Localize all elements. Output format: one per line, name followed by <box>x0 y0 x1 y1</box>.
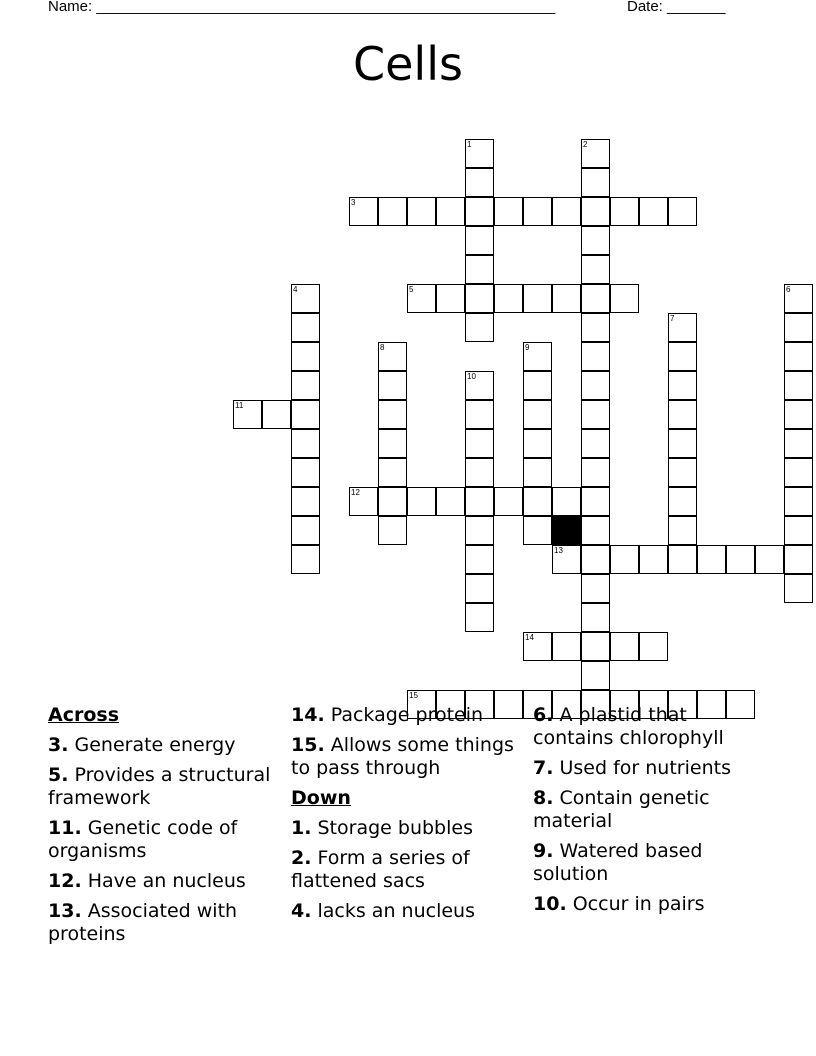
clue-across-13: 13. Associated with proteins <box>48 900 238 945</box>
grid-cell[interactable] <box>639 197 668 226</box>
grid-cell[interactable] <box>581 545 610 574</box>
grid-cell[interactable] <box>784 284 813 313</box>
clue-down-4: 4. lacks an nucleus <box>291 900 475 922</box>
grid-cell[interactable] <box>465 168 494 197</box>
clue-down-1: 1. Storage bubbles <box>291 817 473 839</box>
grid-cell[interactable] <box>552 197 581 226</box>
grid-cell[interactable] <box>378 400 407 429</box>
cell-number: 3 <box>351 198 356 207</box>
grid-cell[interactable] <box>639 545 668 574</box>
cell-number: 15 <box>409 691 418 700</box>
grid-cell[interactable] <box>233 400 262 429</box>
grid-cell[interactable] <box>581 255 610 284</box>
grid-cell[interactable] <box>378 342 407 371</box>
grid-cell[interactable] <box>465 603 494 632</box>
cell-number: 14 <box>525 633 534 642</box>
cell-number: 9 <box>525 343 530 352</box>
grid-cell[interactable] <box>291 458 320 487</box>
grid-cell[interactable] <box>291 313 320 342</box>
cell-number: 12 <box>351 488 360 497</box>
grid-cell[interactable] <box>581 458 610 487</box>
grid-cell[interactable] <box>610 632 639 661</box>
grid-cell[interactable] <box>668 429 697 458</box>
grid-cell[interactable] <box>465 429 494 458</box>
grid-cell[interactable] <box>465 255 494 284</box>
grid-cell[interactable] <box>407 284 436 313</box>
cell-number: 2 <box>583 140 588 149</box>
clue-across-14: 14. Package protein <box>291 704 484 726</box>
clue-down-6: 6. A plastid that contains chlorophyll <box>533 704 724 749</box>
clue-across-3: 3. Generate energy <box>48 734 236 756</box>
grid-cell[interactable] <box>552 284 581 313</box>
grid-cell[interactable] <box>668 487 697 516</box>
grid-cell[interactable] <box>407 487 436 516</box>
grid-cell[interactable] <box>639 632 668 661</box>
clue-across-12: 12. Have an nucleus <box>48 870 246 892</box>
grid-cell[interactable] <box>523 342 552 371</box>
grid-cell[interactable] <box>465 371 494 400</box>
grid-cell[interactable] <box>291 487 320 516</box>
grid-cell[interactable] <box>523 371 552 400</box>
grid-cell[interactable] <box>465 458 494 487</box>
grid-cell[interactable] <box>291 284 320 313</box>
cell-number: 11 <box>235 401 244 410</box>
grid-cell[interactable] <box>465 139 494 168</box>
grid-cell[interactable] <box>378 458 407 487</box>
grid-cell[interactable] <box>581 632 610 661</box>
grid-cell[interactable] <box>291 545 320 574</box>
clue-column-1 <box>48 704 283 953</box>
grid-cell[interactable] <box>552 545 581 574</box>
page-title: Cells <box>353 37 463 91</box>
grid-cell[interactable] <box>755 545 784 574</box>
grid-cell[interactable] <box>668 545 697 574</box>
grid-cell[interactable] <box>465 516 494 545</box>
grid-cell[interactable] <box>465 197 494 226</box>
grid-cell[interactable] <box>581 400 610 429</box>
cell-number: 1 <box>467 140 472 149</box>
grid-cell[interactable] <box>436 284 465 313</box>
cell-number: 13 <box>554 546 563 555</box>
grid-cell[interactable] <box>784 429 813 458</box>
grid-cell[interactable] <box>465 574 494 603</box>
grid-cell[interactable] <box>581 139 610 168</box>
grid-cell[interactable] <box>465 284 494 313</box>
grid-cell[interactable] <box>668 197 697 226</box>
grid-cell[interactable] <box>668 342 697 371</box>
grid-cell[interactable] <box>784 516 813 545</box>
grid-cell[interactable] <box>349 487 378 516</box>
grid-cell[interactable] <box>291 371 320 400</box>
grid-cell[interactable] <box>523 632 552 661</box>
clue-across-15: 15. Allows some things to pass through <box>291 734 514 779</box>
grid-cell[interactable] <box>465 487 494 516</box>
grid-cell[interactable] <box>581 226 610 255</box>
grid-cell[interactable] <box>465 226 494 255</box>
clue-down-2: 2. Form a series of flattened sacs <box>291 847 470 892</box>
grid-cell[interactable] <box>581 168 610 197</box>
grid-cell[interactable] <box>784 545 813 574</box>
grid-cell[interactable] <box>262 400 291 429</box>
grid-cell[interactable] <box>668 516 697 545</box>
grid-cell[interactable] <box>726 545 755 574</box>
grid-cell[interactable] <box>581 574 610 603</box>
name-field[interactable]: Name: _______________________________________________________ <box>48 0 556 15</box>
grid-cell[interactable] <box>784 371 813 400</box>
grid-cell[interactable] <box>784 574 813 603</box>
clue-down-7: 7. Used for nutrients <box>533 757 731 779</box>
grid-cell[interactable] <box>465 313 494 342</box>
grid-cell[interactable] <box>581 603 610 632</box>
grid-cell[interactable] <box>378 516 407 545</box>
grid-cell[interactable] <box>378 429 407 458</box>
grid-cell[interactable] <box>494 197 523 226</box>
across-heading: Across <box>48 704 120 726</box>
grid-cell[interactable] <box>407 197 436 226</box>
grid-cell[interactable] <box>581 313 610 342</box>
grid-cell[interactable] <box>668 400 697 429</box>
grid-cell[interactable] <box>291 429 320 458</box>
grid-cell[interactable] <box>581 197 610 226</box>
cell-number: 6 <box>786 285 791 294</box>
grid-cell[interactable] <box>610 197 639 226</box>
grid-cell[interactable] <box>523 284 552 313</box>
grid-cell[interactable] <box>378 487 407 516</box>
grid-cell[interactable] <box>378 371 407 400</box>
grid-cell[interactable] <box>784 400 813 429</box>
grid-cell[interactable] <box>465 400 494 429</box>
grid-cell[interactable] <box>378 197 407 226</box>
grid-cell[interactable] <box>291 400 320 429</box>
grid-cell[interactable] <box>523 487 552 516</box>
clue-across-5: 5. Provides a structural framework <box>48 764 271 809</box>
clue-down-8: 8. Contain genetic material <box>533 787 710 832</box>
grid-cell[interactable] <box>784 487 813 516</box>
black-cell <box>552 516 581 545</box>
clue-column-3 <box>533 704 773 923</box>
grid-cell[interactable] <box>291 516 320 545</box>
grid-cell[interactable] <box>523 197 552 226</box>
cell-number: 5 <box>409 285 414 294</box>
grid-cell[interactable] <box>494 284 523 313</box>
down-heading: Down <box>291 787 351 809</box>
clue-down-9: 9. Watered based solution <box>533 840 703 885</box>
cell-number: 7 <box>670 314 675 323</box>
grid-cell[interactable] <box>581 429 610 458</box>
cell-number: 8 <box>380 343 385 352</box>
grid-cell[interactable] <box>581 371 610 400</box>
grid-cell[interactable] <box>494 487 523 516</box>
grid-cell[interactable] <box>668 313 697 342</box>
grid-cell[interactable] <box>552 632 581 661</box>
grid-cell[interactable] <box>668 458 697 487</box>
grid-cell[interactable] <box>523 458 552 487</box>
clue-across-11: 11. Genetic code of organisms <box>48 817 238 862</box>
grid-cell[interactable] <box>581 516 610 545</box>
date-field[interactable]: Date: _______ <box>627 0 726 15</box>
grid-cell[interactable] <box>581 487 610 516</box>
clue-column-2 <box>291 704 516 930</box>
grid-cell[interactable] <box>523 429 552 458</box>
grid-cell[interactable] <box>697 545 726 574</box>
grid-cell[interactable] <box>436 197 465 226</box>
grid-cell[interactable] <box>523 400 552 429</box>
grid-cell[interactable] <box>523 516 552 545</box>
grid-cell[interactable] <box>784 458 813 487</box>
grid-cell[interactable] <box>436 487 465 516</box>
cell-number: 10 <box>467 372 476 381</box>
grid-cell[interactable] <box>581 661 610 690</box>
grid-cell[interactable] <box>610 545 639 574</box>
grid-cell[interactable] <box>668 371 697 400</box>
cell-number: 4 <box>293 285 298 294</box>
grid-cell[interactable] <box>465 545 494 574</box>
grid-cell[interactable] <box>784 342 813 371</box>
grid-cell[interactable] <box>610 284 639 313</box>
clue-down-10: 10. Occur in pairs <box>533 893 705 915</box>
grid-cell[interactable] <box>784 313 813 342</box>
grid-cell[interactable] <box>291 342 320 371</box>
grid-cell[interactable] <box>581 342 610 371</box>
grid-cell[interactable] <box>581 284 610 313</box>
grid-cell[interactable] <box>349 197 378 226</box>
grid-cell[interactable] <box>552 487 581 516</box>
